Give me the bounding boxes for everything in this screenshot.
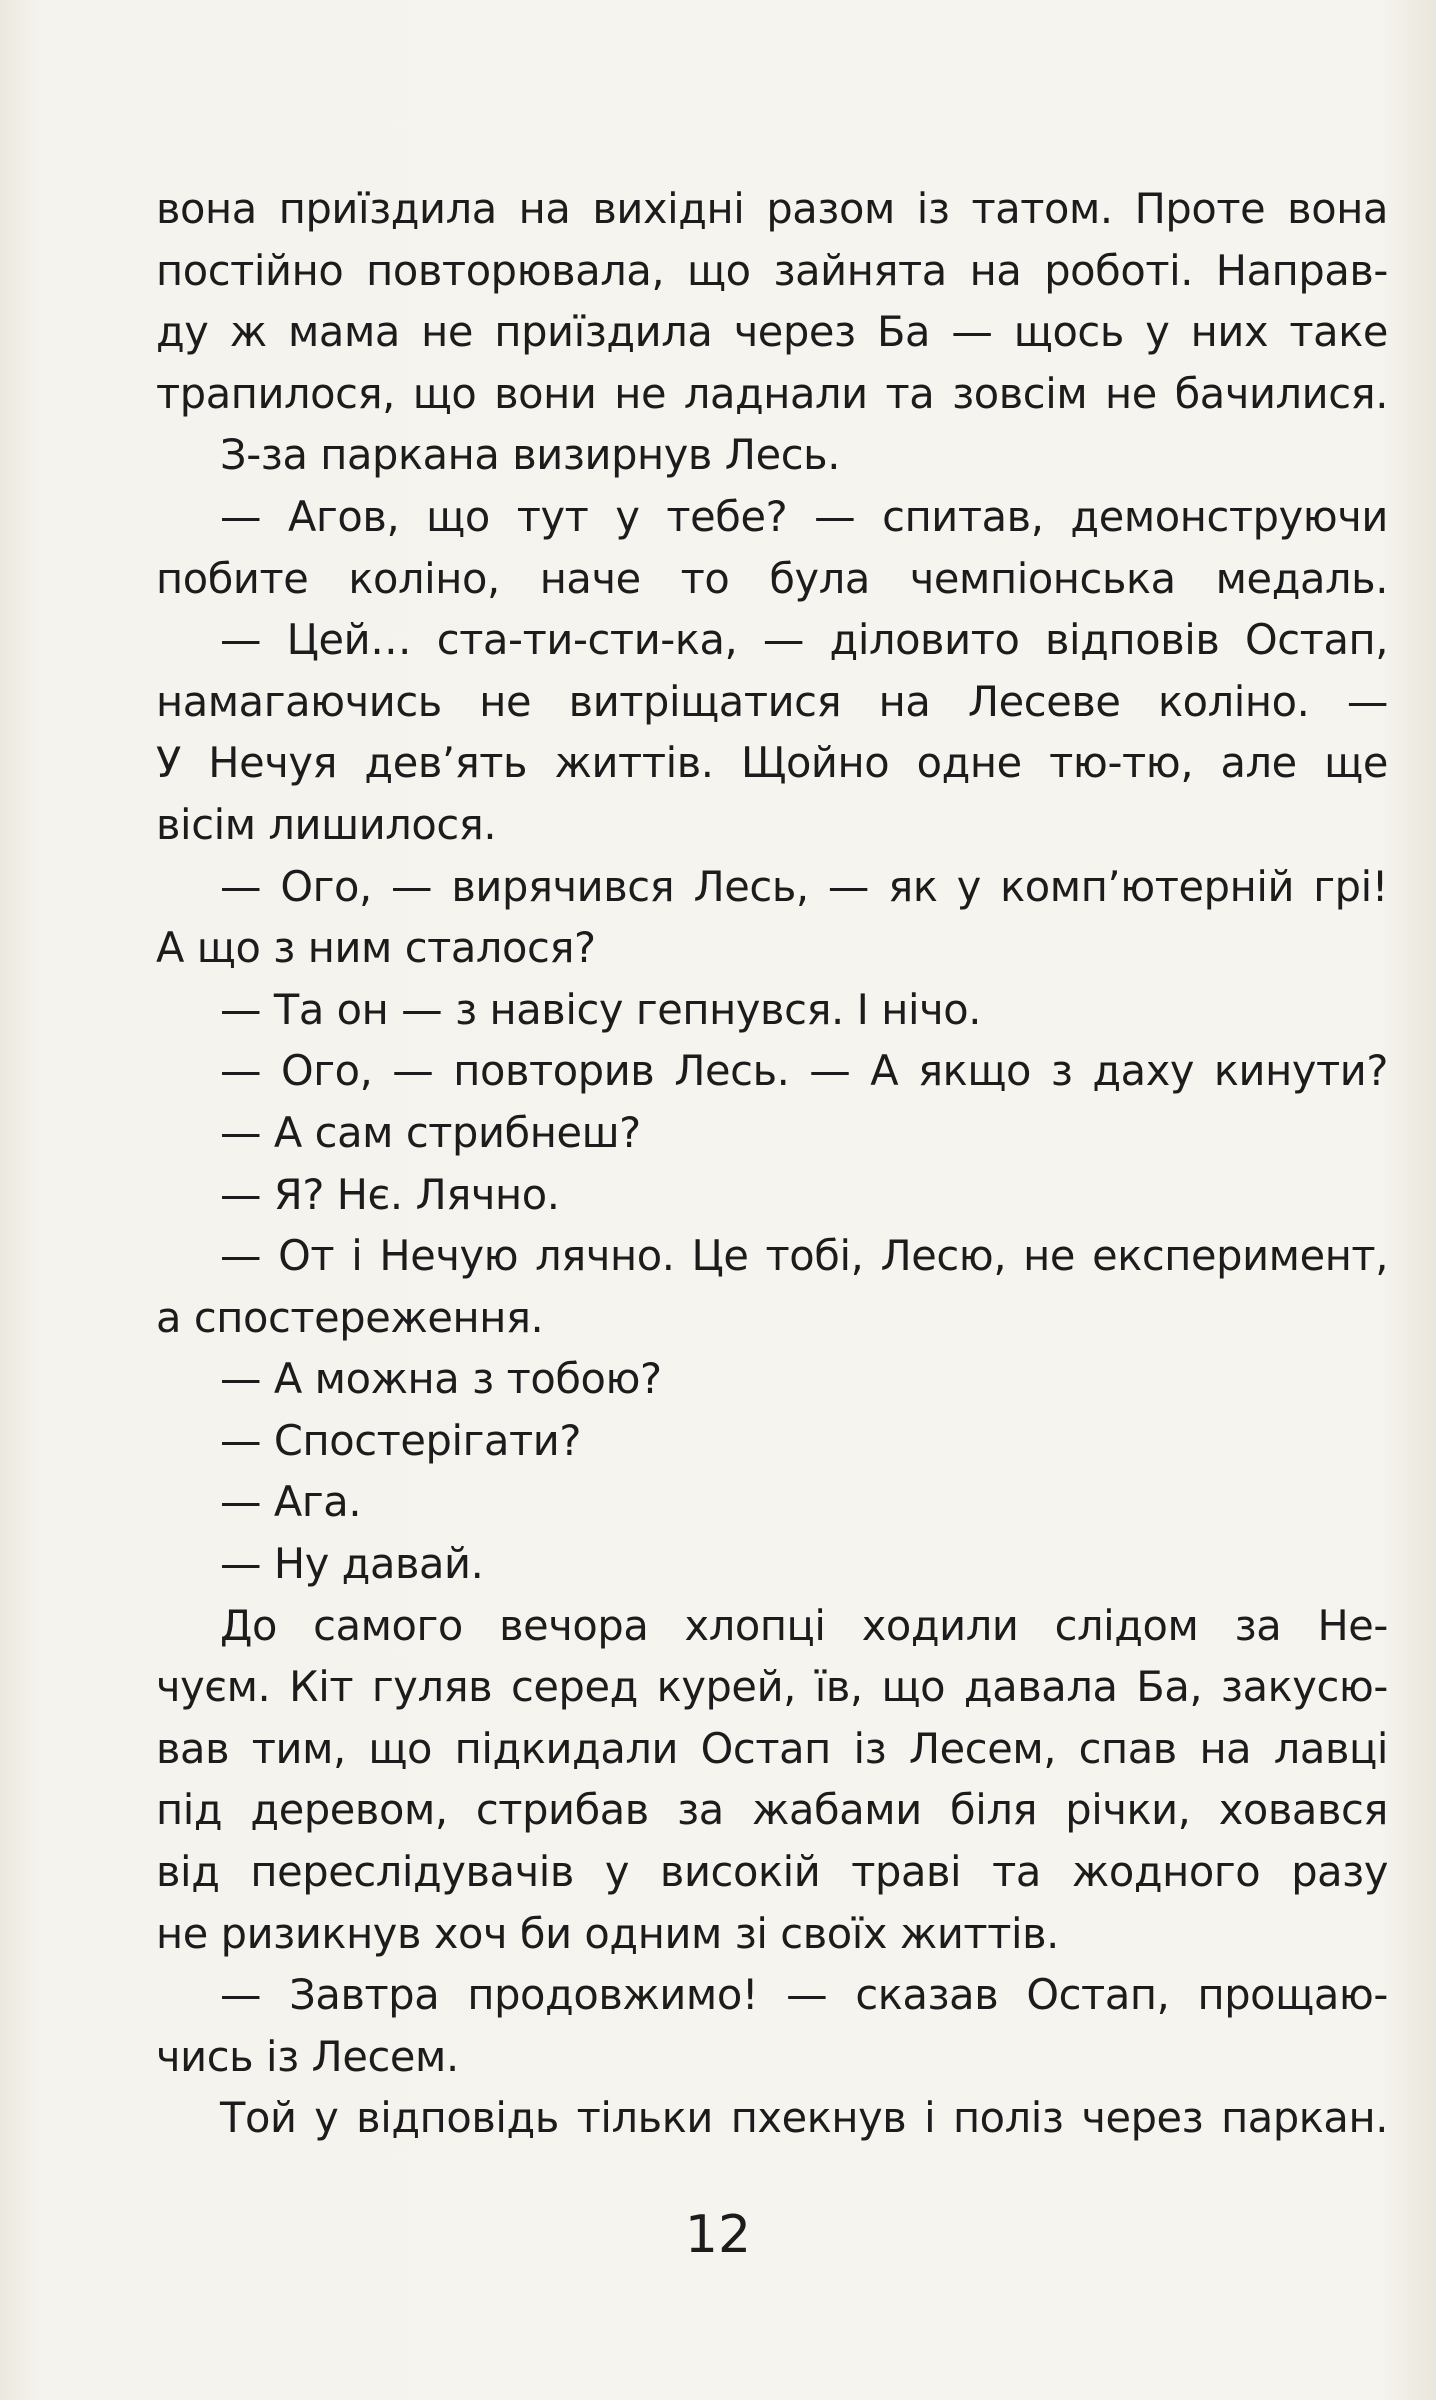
text-line: Той у відповідь тільки пхекнув і поліз через паркан. [220, 2093, 1388, 2143]
page-number: 12 [684, 2205, 752, 2265]
text-line: — Завтра продовжимо! — сказав Остап, прощаю- [220, 1970, 1388, 2020]
text-line: — Цей… ста-ти-сти-ка, — діловито відповів Остап, [220, 615, 1388, 665]
text-line: вона приїздила на вихідні разом із татом. Проте вона [156, 184, 1388, 233]
text-line: У Нечуя дев’ять життів. Щойно одне тю-тю, але ще [156, 738, 1388, 788]
text-line: вав тим, що підкидали Остап із Лесем, спав на лавці [156, 1723, 1388, 1773]
text-line: а спостереження. [156, 1292, 544, 1342]
text-line: не ризикнув хоч би одним зі своїх життів. [156, 1908, 1059, 1958]
text-line: під деревом, стрибав за жабами біля річки, ховався [156, 1785, 1388, 1835]
text-line: До самого вечора хлопці ходили слідом за Не- [220, 1600, 1388, 1650]
text-line: — Я? Нє. Лячно. [220, 1169, 560, 1219]
text-line: — А можна з тобою? [220, 1354, 662, 1404]
text-line: ду ж мама не приїздила через Ба — щось у них таке [156, 307, 1388, 357]
text-line: — Агов, що тут у тебе? — спитав, демонструючи [220, 491, 1388, 541]
text-line: трапилося, що вони не ладнали та зовсім не бачилися. [156, 368, 1388, 418]
text-line: — Ну давай. [220, 1539, 484, 1589]
text-line: від переслідувачів у високій траві та жодного разу [156, 1847, 1388, 1897]
text-line: чуєм. Кіт гуляв серед курей, їв, що давала Ба, закусю- [156, 1662, 1388, 1712]
text-line: намагаючись не витріщатися на Лесеве коліно. — [156, 676, 1388, 726]
text-line: — А сам стрибнеш? [220, 1107, 641, 1157]
text-line: — Ого, — повторив Лесь. — А якщо з даху кинути? [220, 1046, 1388, 1096]
text-line: вісім лишилося. [156, 799, 497, 849]
text-line: чись із Лесем. [156, 2031, 459, 2081]
text-line: — Ага. [220, 1477, 362, 1527]
text-line: побите коліно, наче то була чемпіонська медаль. [156, 553, 1388, 603]
page-text [156, 178, 1388, 2149]
text-line: — Ого, — вирячився Лесь, — як у комп’ютерній грі! [220, 861, 1388, 911]
text-line: — Та он — з навісу гепнувся. І нічо. [220, 984, 982, 1034]
text-line: — Спостерігати? [220, 1415, 581, 1465]
text-line: — От і Нечую лячно. Це тобі, Лесю, не експеримент, [220, 1231, 1388, 1281]
text-line: З-за паркана визирнув Лесь. [220, 430, 840, 480]
text-line: А що з ним сталося? [156, 923, 596, 973]
text-line: постійно повторювала, що зайнята на роботі. Направ- [156, 245, 1388, 295]
